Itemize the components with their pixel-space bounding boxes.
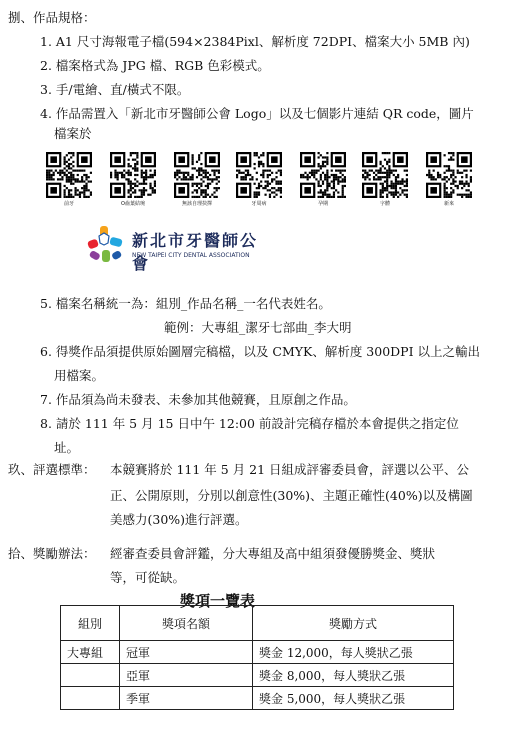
- table-cell: 亞軍: [120, 664, 253, 687]
- awards-line-1: 經審查委員會評鑑，分大專組及高中組須發優勝獎金、獎狀: [110, 546, 436, 561]
- table-cell: [61, 664, 120, 687]
- table-header: 獎項名額: [120, 606, 253, 641]
- qr-code-7[interactable]: [426, 152, 472, 207]
- judging-line-1: 本競賽將於 111 年 5 月 21 日組成評審委員會，評選以公平、公: [110, 462, 470, 477]
- association-logo: [82, 222, 262, 273]
- association-logo-icon: [82, 222, 126, 266]
- qr-code-icon: [110, 152, 156, 198]
- awards-line-2: 等，可從缺。: [110, 570, 186, 585]
- table-cell: 季軍: [120, 687, 253, 710]
- table-cell: 獎金 12,000，每人獎狀乙張: [253, 641, 454, 664]
- spec-item-5-example: 範例：大專組_潔牙七部曲_李大明: [164, 320, 352, 335]
- qr-caption: 前牙: [63, 201, 74, 207]
- qr-code-2[interactable]: [110, 152, 156, 207]
- spec-item-4-cont: 檔案於: [54, 126, 92, 141]
- spec-item-2: 2. 檔案格式為 JPG 檔、RGB 色彩模式。: [40, 58, 270, 73]
- table-cell: 大專組: [61, 641, 120, 664]
- qr-code-icon: [174, 152, 220, 198]
- qr-code-row: [46, 152, 500, 222]
- spec-item-5: 5. 檔案名稱統一為：組別_作品名稱_一名代表姓名。: [40, 296, 331, 311]
- spec-heading: 捌、作品規格：: [8, 10, 96, 25]
- qr-code-1[interactable]: [46, 152, 92, 207]
- qr-caption: 無該自理抉擇: [181, 201, 212, 207]
- table-header: 組別: [61, 606, 120, 641]
- qr-code-icon: [426, 152, 472, 198]
- awards-heading: 拾、獎勵辦法：: [8, 546, 96, 561]
- qr-code-icon: [300, 152, 346, 198]
- qr-caption: O齒葉結琬: [121, 201, 145, 207]
- qr-caption: 孕期: [317, 201, 328, 207]
- table-header-row: [61, 606, 454, 641]
- spec-item-3: 3. 手/電繪、直/橫式不限。: [40, 82, 190, 97]
- qr-caption: 新來: [443, 201, 454, 207]
- qr-code-icon: [362, 152, 408, 198]
- spec-item-8: 8. 請於 111 年 5 月 15 日中午 12:00 前設計完稿存檔於本會提供之指定位: [40, 416, 459, 431]
- award-table: [60, 605, 454, 710]
- spec-item-8-cont: 址。: [54, 440, 80, 455]
- spec-item-4: 4. 作品需置入「新北市牙醫師公會 Logo」以及七個影片連結 QR code，圖片: [40, 106, 474, 121]
- table-row: [61, 687, 454, 710]
- spec-item-1: 1. A1 尺寸海報電子檔(594×2384Pixl、解析度 72DPI、檔案大小 5MB 內): [40, 34, 470, 49]
- qr-caption: 字體: [379, 201, 390, 207]
- judging-heading: 玖、評選標準：: [8, 462, 96, 477]
- table-cell: [61, 687, 120, 710]
- logo-name: 新北市牙醫師公會: [132, 231, 259, 273]
- qr-caption: 牙周病: [251, 201, 267, 207]
- qr-code-6[interactable]: [362, 152, 408, 207]
- spec-item-6: 6. 得獎作品須提供原始圖層完稿檔，以及 CMYK、解析度 300DPI 以上之輸出: [40, 344, 481, 359]
- table-header: 獎勵方式: [253, 606, 454, 641]
- table-cell: 獎金 8,000，每人獎狀乙張: [253, 664, 454, 687]
- spec-item-6-cont: 用檔案。: [54, 368, 105, 383]
- qr-code-5[interactable]: [300, 152, 346, 207]
- table-row: [61, 664, 454, 687]
- judging-line-3: 美感力(30%)進行評選。: [110, 512, 248, 527]
- table-cell: 冠軍: [120, 641, 253, 664]
- table-row: [61, 641, 454, 664]
- qr-code-3[interactable]: [174, 152, 220, 207]
- table-cell: 獎金 5,000，每人獎狀乙張: [253, 687, 454, 710]
- qr-code-4[interactable]: [236, 152, 282, 207]
- spec-item-7: 7. 作品須為尚未發表、未參加其他競賽，且原創之作品。: [40, 392, 356, 407]
- qr-code-icon: [236, 152, 282, 198]
- qr-code-icon: [46, 152, 92, 198]
- logo-english: NEW TAIPEI CITY DENTAL ASSOCIATION: [132, 252, 250, 259]
- award-table-title: 獎項一覽表: [180, 592, 256, 610]
- judging-line-2: 正、公開原則，分別以創意性(30%)、主題正確性(40%)以及構圖: [110, 488, 473, 503]
